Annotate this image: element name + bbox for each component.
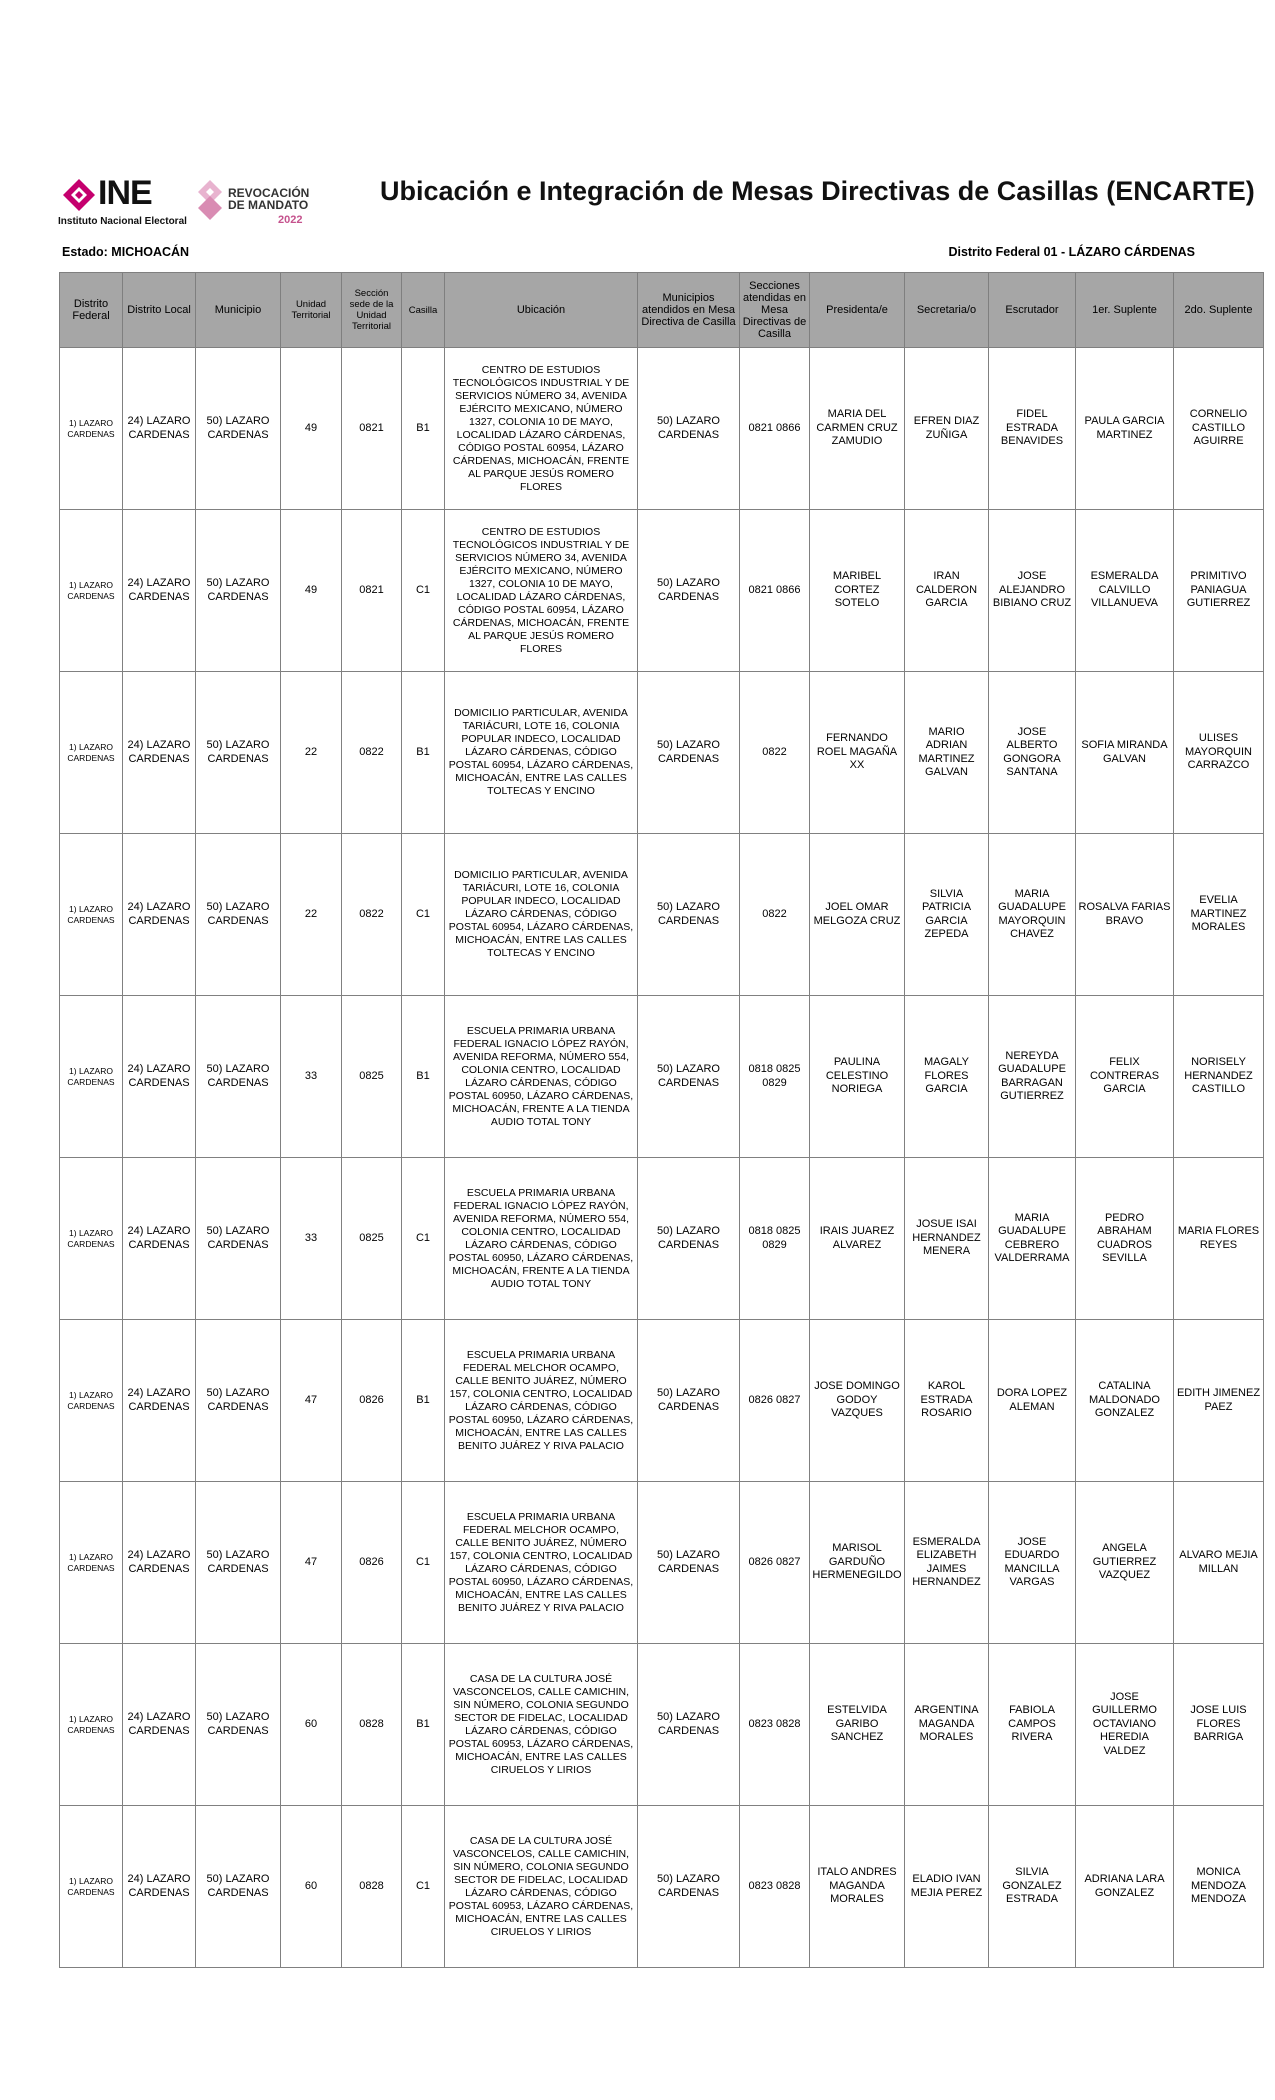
unidad-territorial-cell: 22 bbox=[281, 672, 342, 834]
distrito-local-cell: 24) LAZARO CARDENAS bbox=[123, 1806, 196, 1968]
secciones-atendidas-cell: 0826 0827 bbox=[740, 1320, 810, 1482]
secretario-cell: MARIO ADRIAN MARTINEZ GALVAN bbox=[905, 672, 989, 834]
distrito-federal-cell: 1) LAZARO CARDENAS bbox=[60, 672, 123, 834]
municipio-cell: 50) LAZARO CARDENAS bbox=[196, 834, 281, 996]
municipios-atendidos-cell: 50) LAZARO CARDENAS bbox=[638, 1482, 740, 1644]
table-row bbox=[60, 996, 1264, 1158]
presidente-cell: ITALO ANDRES MAGANDA MORALES bbox=[810, 1806, 905, 1968]
presidente-cell: JOEL OMAR MELGOZA CRUZ bbox=[810, 834, 905, 996]
ubicacion-cell: DOMICILIO PARTICULAR, AVENIDA TARIÁCURI, LOTE 16, COLONIA POPULAR INDECO, LOCALIDAD LÁZARO CÁRDENAS, CÓDIGO POSTAL 60954, LÁZARO CÁRDENAS, MICHOACÁN, ENTRE LAS CALLES TOLTECAS Y ENCINO bbox=[445, 672, 638, 834]
ine-diamond-icon bbox=[62, 178, 96, 212]
unidad-territorial-cell: 49 bbox=[281, 348, 342, 510]
secciones-atendidas-cell: 0821 0866 bbox=[740, 348, 810, 510]
primer-suplente-cell: ADRIANA LARA GONZALEZ bbox=[1076, 1806, 1174, 1968]
casilla-cell: B1 bbox=[402, 996, 445, 1158]
seccion-sede-cell: 0822 bbox=[342, 672, 402, 834]
ubicacion-cell: ESCUELA PRIMARIA URBANA FEDERAL MELCHOR OCAMPO, CALLE BENITO JUÁREZ, NÚMERO 157, COLONIA CENTRO, LOCALIDAD LÁZARO CÁRDENAS, CÓDIGO POSTAL 60950, LÁZARO CÁRDENAS, MICHOACÁN, ENTRE LAS CALLES BENITO JUÁREZ Y RIVA PALACIO bbox=[445, 1320, 638, 1482]
ubicacion-cell: ESCUELA PRIMARIA URBANA FEDERAL IGNACIO LÓPEZ RAYÓN, AVENIDA REFORMA, NÚMERO 554, COLONIA CENTRO, LOCALIDAD LÁZARO CÁRDENAS, CÓDIGO POSTAL 60950, LÁZARO CÁRDENAS, MICHOACÁN, FRENTE A LA TIENDA AUDIO TOTAL TONY bbox=[445, 1158, 638, 1320]
presidente-cell: MARISOL GARDUÑO HERMENEGILDO bbox=[810, 1482, 905, 1644]
casilla-cell: C1 bbox=[402, 834, 445, 996]
unidad-territorial-cell: 60 bbox=[281, 1644, 342, 1806]
escrutador-cell: JOSE ALBERTO GONGORA SANTANA bbox=[989, 672, 1076, 834]
col-header: 1er. Suplente bbox=[1076, 273, 1174, 348]
ubicacion-cell: CASA DE LA CULTURA JOSÉ VASCONCELOS, CALLE CAMICHIN, SIN NÚMERO, COLONIA SEGUNDO SECTOR DE FIDELAC, LOCALIDAD LÁZARO CÁRDENAS, CÓDIGO POSTAL 60953, LÁZARO CÁRDENAS, MICHOACÁN, ENTRE LAS CALLES CIRUELOS Y LIRIOS bbox=[445, 1806, 638, 1968]
primer-suplente-cell: FELIX CONTRERAS GARCIA bbox=[1076, 996, 1174, 1158]
primer-suplente-cell: PEDRO ABRAHAM CUADROS SEVILLA bbox=[1076, 1158, 1174, 1320]
seccion-sede-cell: 0822 bbox=[342, 834, 402, 996]
table-row bbox=[60, 1158, 1264, 1320]
ine-logo-subtitle: Instituto Nacional Electoral bbox=[58, 216, 187, 227]
municipio-cell: 50) LAZARO CARDENAS bbox=[196, 1482, 281, 1644]
distrito-federal-cell: 1) LAZARO CARDENAS bbox=[60, 1806, 123, 1968]
distrito-label: Distrito Federal 01 - LÁZARO CÁRDENAS bbox=[948, 245, 1195, 259]
escrutador-cell: FIDEL ESTRADA BENAVIDES bbox=[989, 348, 1076, 510]
col-header: Ubicación bbox=[445, 273, 638, 348]
table-row bbox=[60, 1806, 1264, 1968]
municipio-cell: 50) LAZARO CARDENAS bbox=[196, 996, 281, 1158]
segundo-suplente-cell: ALVARO MEJIA MILLAN bbox=[1174, 1482, 1264, 1644]
secretario-cell: SILVIA PATRICIA GARCIA ZEPEDA bbox=[905, 834, 989, 996]
seccion-sede-cell: 0826 bbox=[342, 1320, 402, 1482]
table-body bbox=[60, 348, 1264, 1968]
secciones-atendidas-cell: 0822 bbox=[740, 834, 810, 996]
casilla-cell: C1 bbox=[402, 510, 445, 672]
escrutador-cell: JOSE ALEJANDRO BIBIANO CRUZ bbox=[989, 510, 1076, 672]
presidente-cell: MARIA DEL CARMEN CRUZ ZAMUDIO bbox=[810, 348, 905, 510]
distrito-federal-cell: 1) LAZARO CARDENAS bbox=[60, 996, 123, 1158]
municipios-atendidos-cell: 50) LAZARO CARDENAS bbox=[638, 1644, 740, 1806]
col-header: Distrito Federal bbox=[60, 273, 123, 348]
revocacion-line2: DE MANDATO bbox=[228, 198, 309, 212]
distrito-federal-cell: 1) LAZARO CARDENAS bbox=[60, 510, 123, 672]
primer-suplente-cell: ROSALVA FARIAS BRAVO bbox=[1076, 834, 1174, 996]
table-row bbox=[60, 672, 1264, 834]
escrutador-cell: FABIOLA CAMPOS RIVERA bbox=[989, 1644, 1076, 1806]
segundo-suplente-cell: PRIMITIVO PANIAGUA GUTIERREZ bbox=[1174, 510, 1264, 672]
unidad-territorial-cell: 22 bbox=[281, 834, 342, 996]
distrito-local-cell: 24) LAZARO CARDENAS bbox=[123, 1158, 196, 1320]
unidad-territorial-cell: 60 bbox=[281, 1806, 342, 1968]
municipios-atendidos-cell: 50) LAZARO CARDENAS bbox=[638, 510, 740, 672]
revocacion-line1: REVOCACIÓN bbox=[228, 186, 310, 200]
ubicacion-cell: ESCUELA PRIMARIA URBANA FEDERAL MELCHOR OCAMPO, CALLE BENITO JUÁREZ, NÚMERO 157, COLONIA CENTRO, LOCALIDAD LÁZARO CÁRDENAS, CÓDIGO POSTAL 60950, LÁZARO CÁRDENAS, MICHOACÁN, ENTRE LAS CALLES BENITO JUÁREZ Y RIVA PALACIO bbox=[445, 1482, 638, 1644]
secretario-cell: ARGENTINA MAGANDA MORALES bbox=[905, 1644, 989, 1806]
encarte-table bbox=[59, 272, 1264, 1968]
presidente-cell: MARIBEL CORTEZ SOTELO bbox=[810, 510, 905, 672]
unidad-territorial-cell: 49 bbox=[281, 510, 342, 672]
distrito-federal-cell: 1) LAZARO CARDENAS bbox=[60, 1320, 123, 1482]
municipio-cell: 50) LAZARO CARDENAS bbox=[196, 1320, 281, 1482]
escrutador-cell: JOSE EDUARDO MANCILLA VARGAS bbox=[989, 1482, 1076, 1644]
secciones-atendidas-cell: 0826 0827 bbox=[740, 1482, 810, 1644]
secciones-atendidas-cell: 0823 0828 bbox=[740, 1644, 810, 1806]
casilla-cell: B1 bbox=[402, 1644, 445, 1806]
segundo-suplente-cell: CORNELIO CASTILLO AGUIRRE bbox=[1174, 348, 1264, 510]
distrito-local-cell: 24) LAZARO CARDENAS bbox=[123, 834, 196, 996]
presidente-cell: ESTELVIDA GARIBO SANCHEZ bbox=[810, 1644, 905, 1806]
distrito-local-cell: 24) LAZARO CARDENAS bbox=[123, 348, 196, 510]
distrito-federal-cell: 1) LAZARO CARDENAS bbox=[60, 834, 123, 996]
col-header: Casilla bbox=[402, 273, 445, 348]
col-header: Unidad Territorial bbox=[281, 273, 342, 348]
segundo-suplente-cell: JOSE LUIS FLORES BARRIGA bbox=[1174, 1644, 1264, 1806]
primer-suplente-cell: PAULA GARCIA MARTINEZ bbox=[1076, 348, 1174, 510]
ubicacion-cell: DOMICILIO PARTICULAR, AVENIDA TARIÁCURI, LOTE 16, COLONIA POPULAR INDECO, LOCALIDAD LÁZARO CÁRDENAS, CÓDIGO POSTAL 60954, LÁZARO CÁRDENAS, MICHOACÁN, ENTRE LAS CALLES TOLTECAS Y ENCINO bbox=[445, 834, 638, 996]
revocacion-emblem-icon bbox=[196, 178, 224, 222]
ubicacion-cell: ESCUELA PRIMARIA URBANA FEDERAL IGNACIO LÓPEZ RAYÓN, AVENIDA REFORMA, NÚMERO 554, COLONIA CENTRO, LOCALIDAD LÁZARO CÁRDENAS, CÓDIGO POSTAL 60950, LÁZARO CÁRDENAS, MICHOACÁN, FRENTE A LA TIENDA AUDIO TOTAL TONY bbox=[445, 996, 638, 1158]
table-row bbox=[60, 1482, 1264, 1644]
segundo-suplente-cell: EVELIA MARTINEZ MORALES bbox=[1174, 834, 1264, 996]
escrutador-cell: DORA LOPEZ ALEMAN bbox=[989, 1320, 1076, 1482]
secretario-cell: ESMERALDA ELIZABETH JAIMES HERNANDEZ bbox=[905, 1482, 989, 1644]
ubicacion-cell: CENTRO DE ESTUDIOS TECNOLÓGICOS INDUSTRIAL Y DE SERVICIOS NÚMERO 34, AVENIDA EJÉRCITO MEXICANO, NÚMERO 1327, COLONIA 10 DE MAYO, LOCALIDAD LÁZARO CÁRDENAS, CÓDIGO POSTAL 60954, LÁZARO CÁRDENAS, MICHOACÁN, FRENTE AL PARQUE JESÚS ROMERO FLORES bbox=[445, 510, 638, 672]
casilla-cell: B1 bbox=[402, 348, 445, 510]
ine-logo-word: INE bbox=[98, 174, 152, 212]
casilla-cell: C1 bbox=[402, 1806, 445, 1968]
distrito-local-cell: 24) LAZARO CARDENAS bbox=[123, 996, 196, 1158]
revocacion-year: 2022 bbox=[278, 214, 303, 226]
col-header: Municipios atendidos en Mesa Directiva de Casilla bbox=[638, 273, 740, 348]
presidente-cell: PAULINA CELESTINO NORIEGA bbox=[810, 996, 905, 1158]
segundo-suplente-cell: MONICA MENDOZA MENDOZA bbox=[1174, 1806, 1264, 1968]
ubicacion-cell: CASA DE LA CULTURA JOSÉ VASCONCELOS, CALLE CAMICHIN, SIN NÚMERO, COLONIA SEGUNDO SECTOR DE FIDELAC, LOCALIDAD LÁZARO CÁRDENAS, CÓDIGO POSTAL 60953, LÁZARO CÁRDENAS, MICHOACÁN, ENTRE LAS CALLES CIRUELOS Y LIRIOS bbox=[445, 1644, 638, 1806]
ubicacion-cell: CENTRO DE ESTUDIOS TECNOLÓGICOS INDUSTRIAL Y DE SERVICIOS NÚMERO 34, AVENIDA EJÉRCITO MEXICANO, NÚMERO 1327, COLONIA 10 DE MAYO, LOCALIDAD LÁZARO CÁRDENAS, CÓDIGO POSTAL 60954, LÁZARO CÁRDENAS, MICHOACÁN, FRENTE AL PARQUE JESÚS ROMERO FLORES bbox=[445, 348, 638, 510]
municipios-atendidos-cell: 50) LAZARO CARDENAS bbox=[638, 1806, 740, 1968]
col-header: Secretaria/o bbox=[905, 273, 989, 348]
municipios-atendidos-cell: 50) LAZARO CARDENAS bbox=[638, 672, 740, 834]
presidente-cell: IRAIS JUAREZ ALVAREZ bbox=[810, 1158, 905, 1320]
primer-suplente-cell: JOSE GUILLERMO OCTAVIANO HEREDIA VALDEZ bbox=[1076, 1644, 1174, 1806]
secretario-cell: KAROL ESTRADA ROSARIO bbox=[905, 1320, 989, 1482]
col-header: Municipio bbox=[196, 273, 281, 348]
table-row bbox=[60, 348, 1264, 510]
col-header: Sección sede de la Unidad Territorial bbox=[342, 273, 402, 348]
primer-suplente-cell: CATALINA MALDONADO GONZALEZ bbox=[1076, 1320, 1174, 1482]
col-header: Escrutador bbox=[989, 273, 1076, 348]
casilla-cell: C1 bbox=[402, 1482, 445, 1644]
distrito-federal-cell: 1) LAZARO CARDENAS bbox=[60, 348, 123, 510]
distrito-federal-cell: 1) LAZARO CARDENAS bbox=[60, 1644, 123, 1806]
escrutador-cell: MARIA GUADALUPE MAYORQUIN CHAVEZ bbox=[989, 834, 1076, 996]
casilla-cell: B1 bbox=[402, 672, 445, 834]
distrito-federal-cell: 1) LAZARO CARDENAS bbox=[60, 1158, 123, 1320]
escrutador-cell: SILVIA GONZALEZ ESTRADA bbox=[989, 1806, 1076, 1968]
table-row bbox=[60, 1644, 1264, 1806]
unidad-territorial-cell: 33 bbox=[281, 996, 342, 1158]
unidad-territorial-cell: 33 bbox=[281, 1158, 342, 1320]
seccion-sede-cell: 0826 bbox=[342, 1482, 402, 1644]
seccion-sede-cell: 0828 bbox=[342, 1806, 402, 1968]
table-row bbox=[60, 510, 1264, 672]
escrutador-cell: MARIA GUADALUPE CEBRERO VALDERRAMA bbox=[989, 1158, 1076, 1320]
municipio-cell: 50) LAZARO CARDENAS bbox=[196, 1806, 281, 1968]
table-row bbox=[60, 834, 1264, 996]
table-row bbox=[60, 1320, 1264, 1482]
secretario-cell: IRAN CALDERON GARCIA bbox=[905, 510, 989, 672]
page-title: Ubicación e Integración de Mesas Directivas de Casillas (ENCARTE) bbox=[380, 176, 1255, 206]
primer-suplente-cell: ESMERALDA CALVILLO VILLANUEVA bbox=[1076, 510, 1174, 672]
municipios-atendidos-cell: 50) LAZARO CARDENAS bbox=[638, 348, 740, 510]
municipios-atendidos-cell: 50) LAZARO CARDENAS bbox=[638, 1158, 740, 1320]
casilla-cell: B1 bbox=[402, 1320, 445, 1482]
primer-suplente-cell: SOFIA MIRANDA GALVAN bbox=[1076, 672, 1174, 834]
estado-label: Estado: MICHOACÁN bbox=[62, 245, 190, 259]
municipio-cell: 50) LAZARO CARDENAS bbox=[196, 672, 281, 834]
secciones-atendidas-cell: 0818 0825 0829 bbox=[740, 1158, 810, 1320]
col-header: Presidenta/e bbox=[810, 273, 905, 348]
distrito-local-cell: 24) LAZARO CARDENAS bbox=[123, 1644, 196, 1806]
municipio-cell: 50) LAZARO CARDENAS bbox=[196, 1158, 281, 1320]
distrito-local-cell: 24) LAZARO CARDENAS bbox=[123, 672, 196, 834]
distrito-local-cell: 24) LAZARO CARDENAS bbox=[123, 510, 196, 672]
revocacion-label bbox=[228, 187, 309, 211]
escrutador-cell: NEREYDA GUADALUPE BARRAGAN GUTIERREZ bbox=[989, 996, 1076, 1158]
secretario-cell: MAGALY FLORES GARCIA bbox=[905, 996, 989, 1158]
secretario-cell: EFREN DIAZ ZUÑIGA bbox=[905, 348, 989, 510]
presidente-cell: JOSE DOMINGO GODOY VAZQUES bbox=[810, 1320, 905, 1482]
municipio-cell: 50) LAZARO CARDENAS bbox=[196, 348, 281, 510]
segundo-suplente-cell: ULISES MAYORQUIN CARRAZCO bbox=[1174, 672, 1264, 834]
municipios-atendidos-cell: 50) LAZARO CARDENAS bbox=[638, 834, 740, 996]
seccion-sede-cell: 0825 bbox=[342, 1158, 402, 1320]
municipios-atendidos-cell: 50) LAZARO CARDENAS bbox=[638, 996, 740, 1158]
seccion-sede-cell: 0821 bbox=[342, 510, 402, 672]
col-header: Distrito Local bbox=[123, 273, 196, 348]
seccion-sede-cell: 0821 bbox=[342, 348, 402, 510]
secretario-cell: JOSUE ISAI HERNANDEZ MENERA bbox=[905, 1158, 989, 1320]
col-header: 2do. Suplente bbox=[1174, 273, 1264, 348]
unidad-territorial-cell: 47 bbox=[281, 1320, 342, 1482]
municipios-atendidos-cell: 50) LAZARO CARDENAS bbox=[638, 1320, 740, 1482]
municipio-cell: 50) LAZARO CARDENAS bbox=[196, 1644, 281, 1806]
secciones-atendidas-cell: 0823 0828 bbox=[740, 1806, 810, 1968]
ine-logo bbox=[58, 176, 188, 228]
secciones-atendidas-cell: 0821 0866 bbox=[740, 510, 810, 672]
revocacion-logo bbox=[196, 178, 326, 226]
distrito-local-cell: 24) LAZARO CARDENAS bbox=[123, 1482, 196, 1644]
presidente-cell: FERNANDO ROEL MAGAÑA XX bbox=[810, 672, 905, 834]
segundo-suplente-cell: MARIA FLORES REYES bbox=[1174, 1158, 1264, 1320]
table-header-row bbox=[60, 273, 1264, 348]
segundo-suplente-cell: EDITH JIMENEZ PAEZ bbox=[1174, 1320, 1264, 1482]
segundo-suplente-cell: NORISELY HERNANDEZ CASTILLO bbox=[1174, 996, 1264, 1158]
distrito-federal-cell: 1) LAZARO CARDENAS bbox=[60, 1482, 123, 1644]
seccion-sede-cell: 0825 bbox=[342, 996, 402, 1158]
unidad-territorial-cell: 47 bbox=[281, 1482, 342, 1644]
secciones-atendidas-cell: 0818 0825 0829 bbox=[740, 996, 810, 1158]
secciones-atendidas-cell: 0822 bbox=[740, 672, 810, 834]
distrito-local-cell: 24) LAZARO CARDENAS bbox=[123, 1320, 196, 1482]
seccion-sede-cell: 0828 bbox=[342, 1644, 402, 1806]
municipio-cell: 50) LAZARO CARDENAS bbox=[196, 510, 281, 672]
col-header: Secciones atendidas en Mesa Directivas de Casilla bbox=[740, 273, 810, 348]
secretario-cell: ELADIO IVAN MEJIA PEREZ bbox=[905, 1806, 989, 1968]
primer-suplente-cell: ANGELA GUTIERREZ VAZQUEZ bbox=[1076, 1482, 1174, 1644]
casilla-cell: C1 bbox=[402, 1158, 445, 1320]
